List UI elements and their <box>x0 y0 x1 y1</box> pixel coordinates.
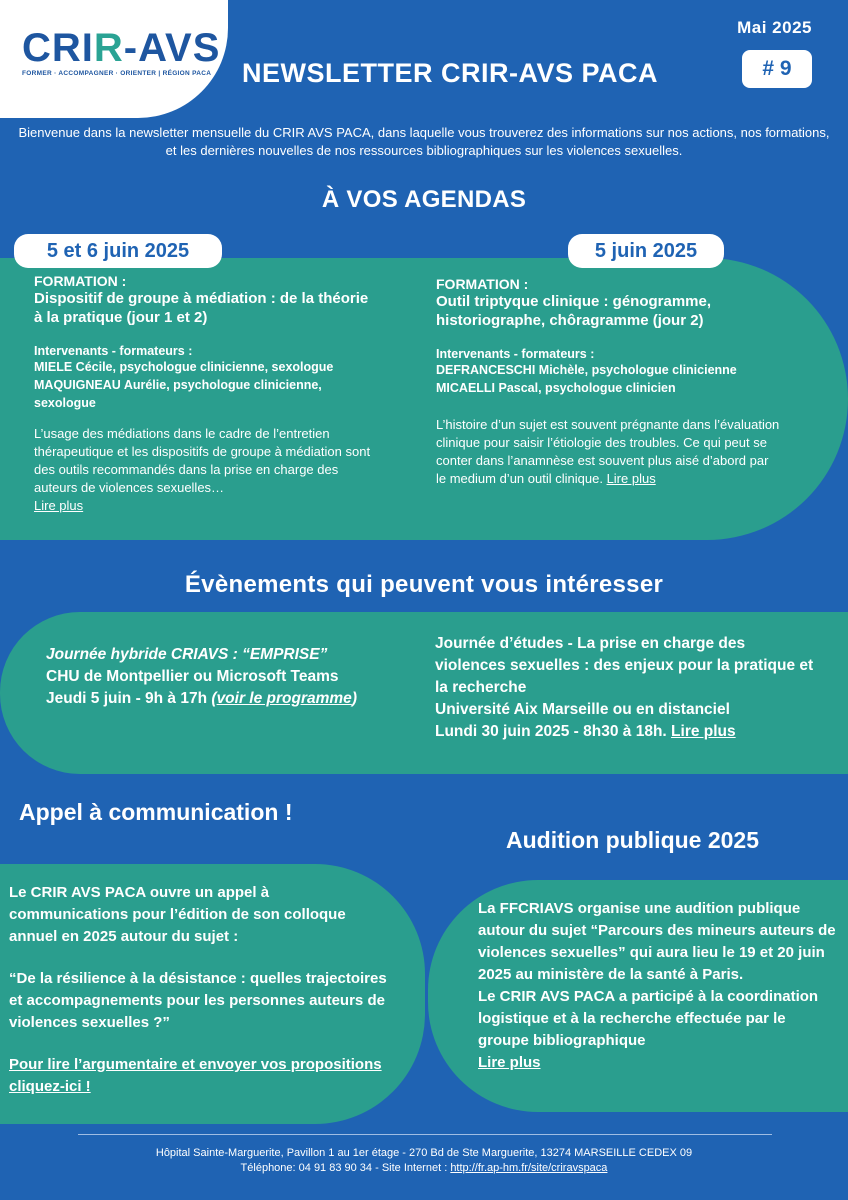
audition-content <box>478 898 840 1074</box>
events-left-title: Journée hybride CRIAVS : “EMPRISE” <box>46 646 328 663</box>
events-right-when: Lundi 30 juin 2025 - 8h30 à 18h. <box>435 723 667 740</box>
events-left-when: Jeudi 5 juin - 9h à 17h <box>46 690 208 707</box>
logo-tagline: FORMER · ACCOMPAGNER · ORIENTER | RÉGION PACA <box>22 70 212 77</box>
agenda-right-description: L’histoire d’un sujet est souvent prégnante dans l’évaluation clinique pour saisir l’étiologie des troubles. Ce qui peut se conter dans l’anamnèse est souvent plus aisé d’abord par le medium d’un outil clinique. <box>436 417 780 486</box>
issue-number-badge: # 9 <box>742 50 812 88</box>
events-left-program-link[interactable]: voir le programme <box>216 690 352 707</box>
events-right-read-more-link[interactable]: Lire plus <box>671 723 736 740</box>
footer <box>0 1146 848 1176</box>
footer-website-link[interactable]: http://fr.ap-hm.fr/site/criravspaca <box>450 1162 608 1174</box>
call-content <box>9 882 389 1098</box>
events-right-title: Journée d’études - La prise en charge des violences sexuelles : des enjeux pour la pratique et la recherche <box>435 635 814 696</box>
agenda-left-description: L’usage des médiations dans le cadre de l’entretien thérapeutique et les dispositifs de groupe à médiation sont des outils recommandés dans la prise en charge des auteurs de violences sexuelles… <box>34 426 371 495</box>
audition-text: La FFCRIAVS organise une audition publique autour du sujet “Parcours des mineurs auteurs de violences sexuelles” qui aura lieu le 19 et 20 juin 2025 au ministère de la santé à Paris. <box>478 900 836 983</box>
call-subject: “De la résilience à la désistance : quelles trajectoires et accompagnements pour les personnes auteurs de violences sexuelles ?” <box>9 970 387 1031</box>
footer-divider <box>78 1134 772 1135</box>
agenda-right-speaker: MICAELLI Pascal, psychologue clinicien <box>436 381 676 395</box>
agenda-title: À VOS AGENDAS <box>321 186 527 213</box>
footer-phone: Téléphone: 04 91 83 90 34 - Site Internet : <box>240 1162 451 1174</box>
audition-read-more-link[interactable]: Lire plus <box>478 1054 541 1071</box>
agenda-left-read-more-link[interactable]: Lire plus <box>34 498 84 513</box>
agenda-right-speaker: DEFRANCESCHI Michèle, psychologue clinicienne <box>436 363 737 377</box>
events-left: Journée hybride CRIAVS : “EMPRISE” CHU de Montpellier ou Microsoft Teams Jeudi 5 juin - 9h à 17h (voir le programme) <box>46 644 416 710</box>
agenda-right-title: Outil triptyque clinique : génogramme, historiographe, chôragramme (jour 2) <box>436 293 712 329</box>
call-text: Le CRIR AVS PACA ouvre un appel à communications pour l’édition de son colloque annuel en 2025 autour du sujet : <box>9 884 346 945</box>
events-title: Évènements qui peuvent vous intéresser <box>184 571 664 598</box>
events-right <box>435 633 815 743</box>
agenda-right-speakers-heading: Intervenants - formateurs : <box>436 347 595 361</box>
intro-text: Bienvenue dans la newsletter mensuelle du CRIR AVS PACA, dans laquelle vous trouverez des informations sur nos actions, nos formations, et les dernières nouvelles de nos ressources bibliographiques sur les violences sexuelles. <box>18 125 830 158</box>
audition-title: Audition publique 2025 <box>506 827 760 853</box>
audition-text-2: Le CRIR AVS PACA a participé à la coordination logistique et à la recherche effectuée par le groupe bibliographique <box>478 988 819 1049</box>
agenda-left-event <box>34 273 374 515</box>
call-title: Appel à communication ! <box>19 799 293 825</box>
footer-address: Hôpital Sainte-Marguerite, Pavillon 1 au 1er étage - 270 Bd de Ste Marguerite, 13274 MARSEILLE CEDEX 09 <box>155 1147 693 1159</box>
call-link[interactable]: Pour lire l’argumentaire et envoyer vos propositions cliquez-ici ! <box>9 1056 382 1095</box>
agenda-right-date: 5 juin 2025 <box>568 234 724 268</box>
agenda-right-event <box>436 276 781 488</box>
events-left-place: CHU de Montpellier ou Microsoft Teams <box>46 668 339 685</box>
logo: CRIR-AVS <box>22 26 221 70</box>
agenda-left-speaker: MAQUIGNEAU Aurélie, psychologue clinicienne, sexologue <box>34 378 322 410</box>
agenda-right-read-more-link[interactable]: Lire plus <box>606 471 656 486</box>
events-right-place: Université Aix Marseille ou en distanciel <box>435 701 730 718</box>
agenda-left-speakers-heading: Intervenants - formateurs : <box>34 344 193 358</box>
agenda-right-kind: FORMATION : <box>436 276 529 292</box>
agenda-left-date: 5 et 6 juin 2025 <box>14 234 222 268</box>
agenda-left-kind: FORMATION : <box>34 273 127 289</box>
agenda-left-title: Dispositif de groupe à médiation : de la théorie à la pratique (jour 1 et 2) <box>34 290 369 326</box>
issue-date: Mai 2025 <box>737 18 812 37</box>
newsletter-title: NEWSLETTER CRIR-AVS PACA <box>242 58 658 88</box>
agenda-left-speaker: MIELE Cécile, psychologue clinicienne, sexologue <box>34 360 334 374</box>
